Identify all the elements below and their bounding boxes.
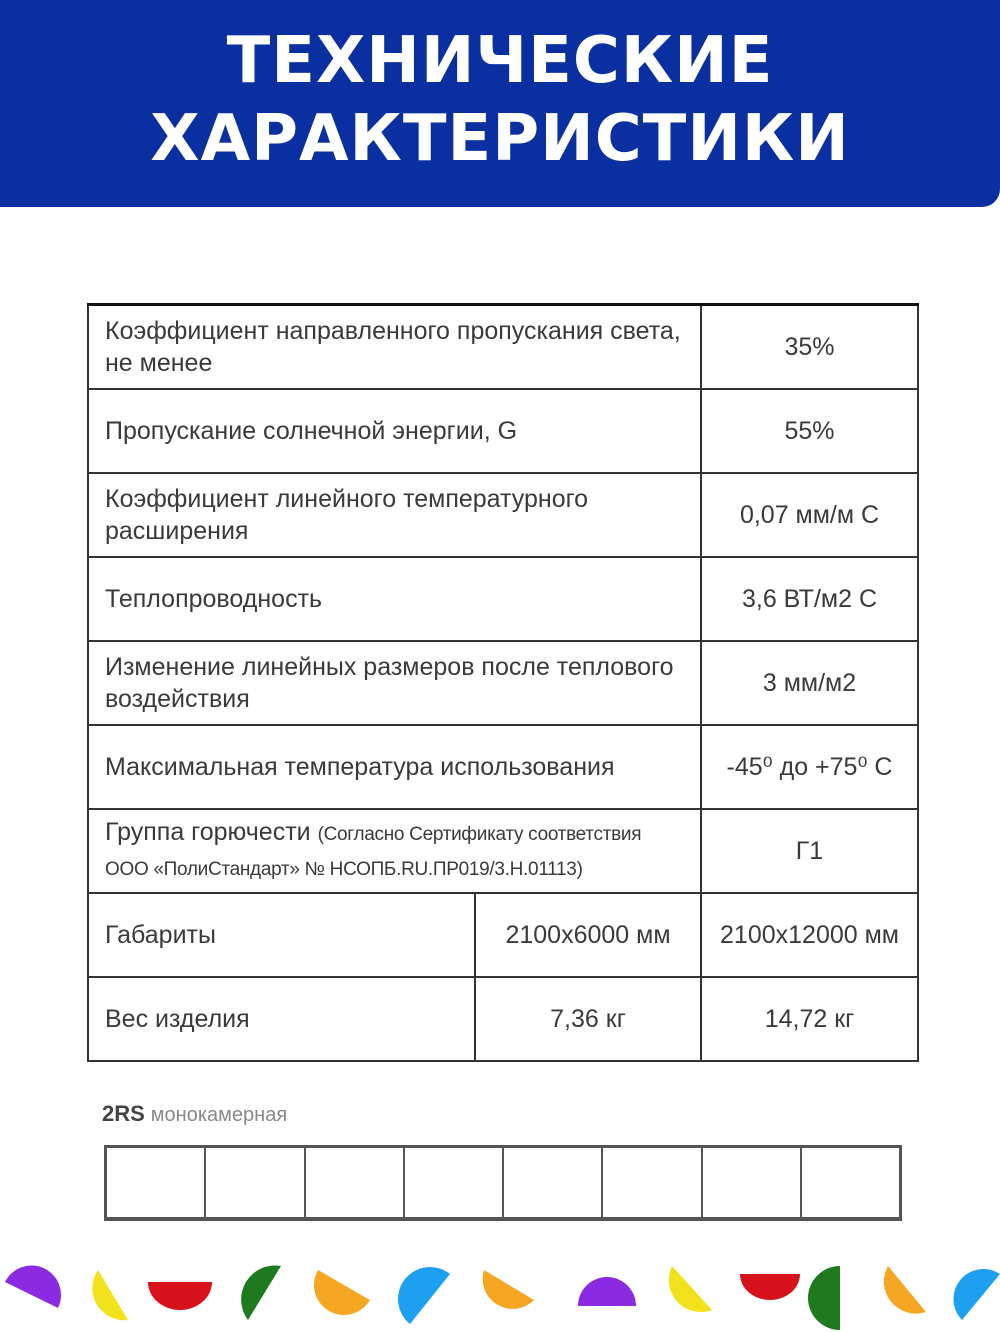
header-banner [0, 0, 1000, 207]
spec-name: Теплопроводность [88, 557, 701, 641]
spec-value: 0,07 мм/м С [701, 473, 918, 557]
orange-semicircle-shape [884, 1266, 926, 1314]
red-semicircle-shape [148, 1282, 212, 1310]
spec-name-cell [88, 809, 701, 893]
blue-semicircle-shape [953, 1269, 1000, 1320]
purple-semicircle-shape [5, 1265, 61, 1308]
table-row [88, 809, 918, 893]
spec-name: Коэффициент линейного температурного расширения [88, 473, 701, 557]
blue-semicircle-shape [398, 1267, 450, 1324]
table-row [88, 473, 918, 557]
profile-cell [504, 1148, 603, 1217]
weight-value-2: 14,72 кг [701, 977, 918, 1061]
red-semicircle-shape [740, 1274, 800, 1300]
spec-value: Г1 [701, 809, 918, 893]
profile-type: монокамерная [150, 1104, 288, 1126]
green-semicircle-shape [241, 1265, 281, 1320]
spec-value: 3 мм/м2 [701, 641, 918, 725]
title-line-1: ТЕХНИЧЕСКИЕ [226, 24, 774, 98]
page-title [0, 22, 1000, 178]
purple-semicircle-shape [578, 1277, 636, 1306]
orange-semicircle-shape [483, 1270, 534, 1309]
profile-cell [603, 1148, 702, 1217]
green-semicircle-shape [808, 1266, 840, 1330]
spec-name: Пропускание солнечной энергии, G [88, 389, 701, 473]
decorative-shapes [0, 1258, 1000, 1333]
title-line-2: ХАРАКТЕРИСТИКИ [150, 102, 850, 176]
profile-cell [107, 1148, 206, 1217]
spec-value: 55% [701, 389, 918, 473]
spec-value: 35% [701, 305, 918, 390]
spec-name: Коэффициент направленного пропускания света, не менее [88, 305, 701, 390]
spec-table [87, 303, 919, 1062]
profile-cell [703, 1148, 802, 1217]
table-row [88, 641, 918, 725]
table-row [88, 725, 918, 809]
profile-label [102, 1101, 287, 1127]
spec-name: Максимальная температура использования [88, 725, 701, 809]
weight-label: Вес изделия [88, 977, 475, 1061]
profile-code: 2RS [102, 1101, 145, 1126]
dimensions-label: Габариты [88, 893, 475, 977]
table-row [88, 557, 918, 641]
table-row [88, 389, 918, 473]
yellow-semicircle-shape [669, 1266, 712, 1312]
profile-cell [802, 1148, 899, 1217]
weight-value-1: 7,36 кг [475, 977, 701, 1061]
orange-semicircle-shape [314, 1270, 370, 1315]
spec-name: Изменение линейных размеров после теплового воздействия [88, 641, 701, 725]
profile-cell [306, 1148, 405, 1217]
profile-cell [206, 1148, 305, 1217]
yellow-semicircle-shape [92, 1270, 128, 1320]
table-row [88, 305, 918, 390]
profile-cross-section [104, 1145, 902, 1221]
spec-value: 3,6 ВТ/м2 С [701, 557, 918, 641]
dimensions-value-1: 2100х6000 мм [475, 893, 701, 977]
spec-note: (Согласно Сертификату соответствия ООО «ПолиСтандарт» № НСОПБ.RU.ПР019/3.Н.01113) [105, 824, 642, 880]
table-row [88, 893, 918, 977]
dimensions-value-2: 2100х12000 мм [701, 893, 918, 977]
table-row [88, 977, 918, 1061]
profile-cell [405, 1148, 504, 1217]
spec-name: Группа горючести [105, 818, 311, 846]
spec-value: -45⁰ до +75⁰ С [701, 725, 918, 809]
